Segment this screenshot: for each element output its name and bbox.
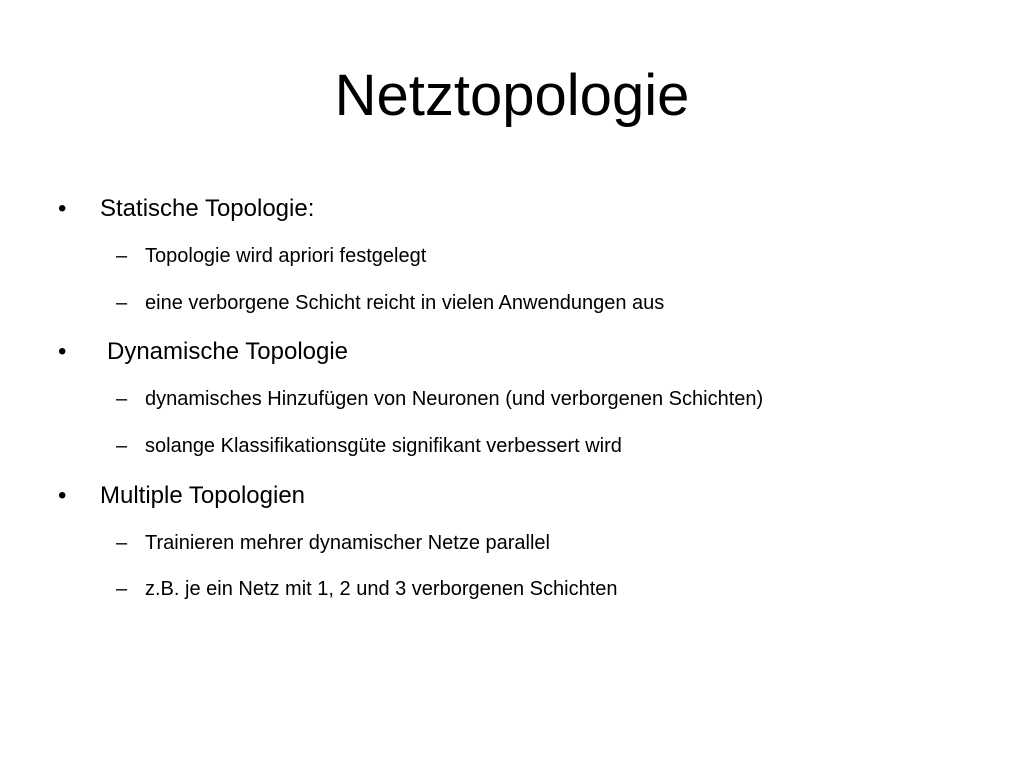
bullet-marker: • [58, 195, 67, 222]
sub-bullet-text: Topologie wird apriori festgelegt [145, 245, 427, 267]
sub-bullet-text: Trainieren mehrer dynamischer Netze parallel [145, 532, 550, 554]
dash-marker: – [116, 578, 128, 600]
sub-bullet-text: eine verborgene Schicht reicht in vielen Anwendungen aus [145, 292, 665, 314]
slide-title: Netztopologie [334, 63, 690, 128]
bullet-marker: • [58, 482, 67, 509]
bullet-text: Dynamische Topologie [107, 338, 349, 365]
bullet-text: Statische Topologie: [100, 195, 315, 222]
dash-marker: – [116, 435, 128, 457]
bullet-marker: • [58, 338, 67, 365]
sub-bullet-text: z.B. je ein Netz mit 1, 2 und 3 verborgenen Schichten [145, 578, 618, 600]
dash-marker: – [116, 532, 128, 554]
bullet-text: Multiple Topologien [100, 482, 306, 509]
sub-bullet-text: dynamisches Hinzufügen von Neuronen (und verborgenen Schichten) [145, 388, 764, 410]
sub-bullet-text: solange Klassifikationsgüte signifikant verbessert wird [145, 435, 622, 457]
dash-marker: – [116, 292, 128, 314]
dash-marker: – [116, 388, 128, 410]
dash-marker: – [116, 245, 128, 267]
